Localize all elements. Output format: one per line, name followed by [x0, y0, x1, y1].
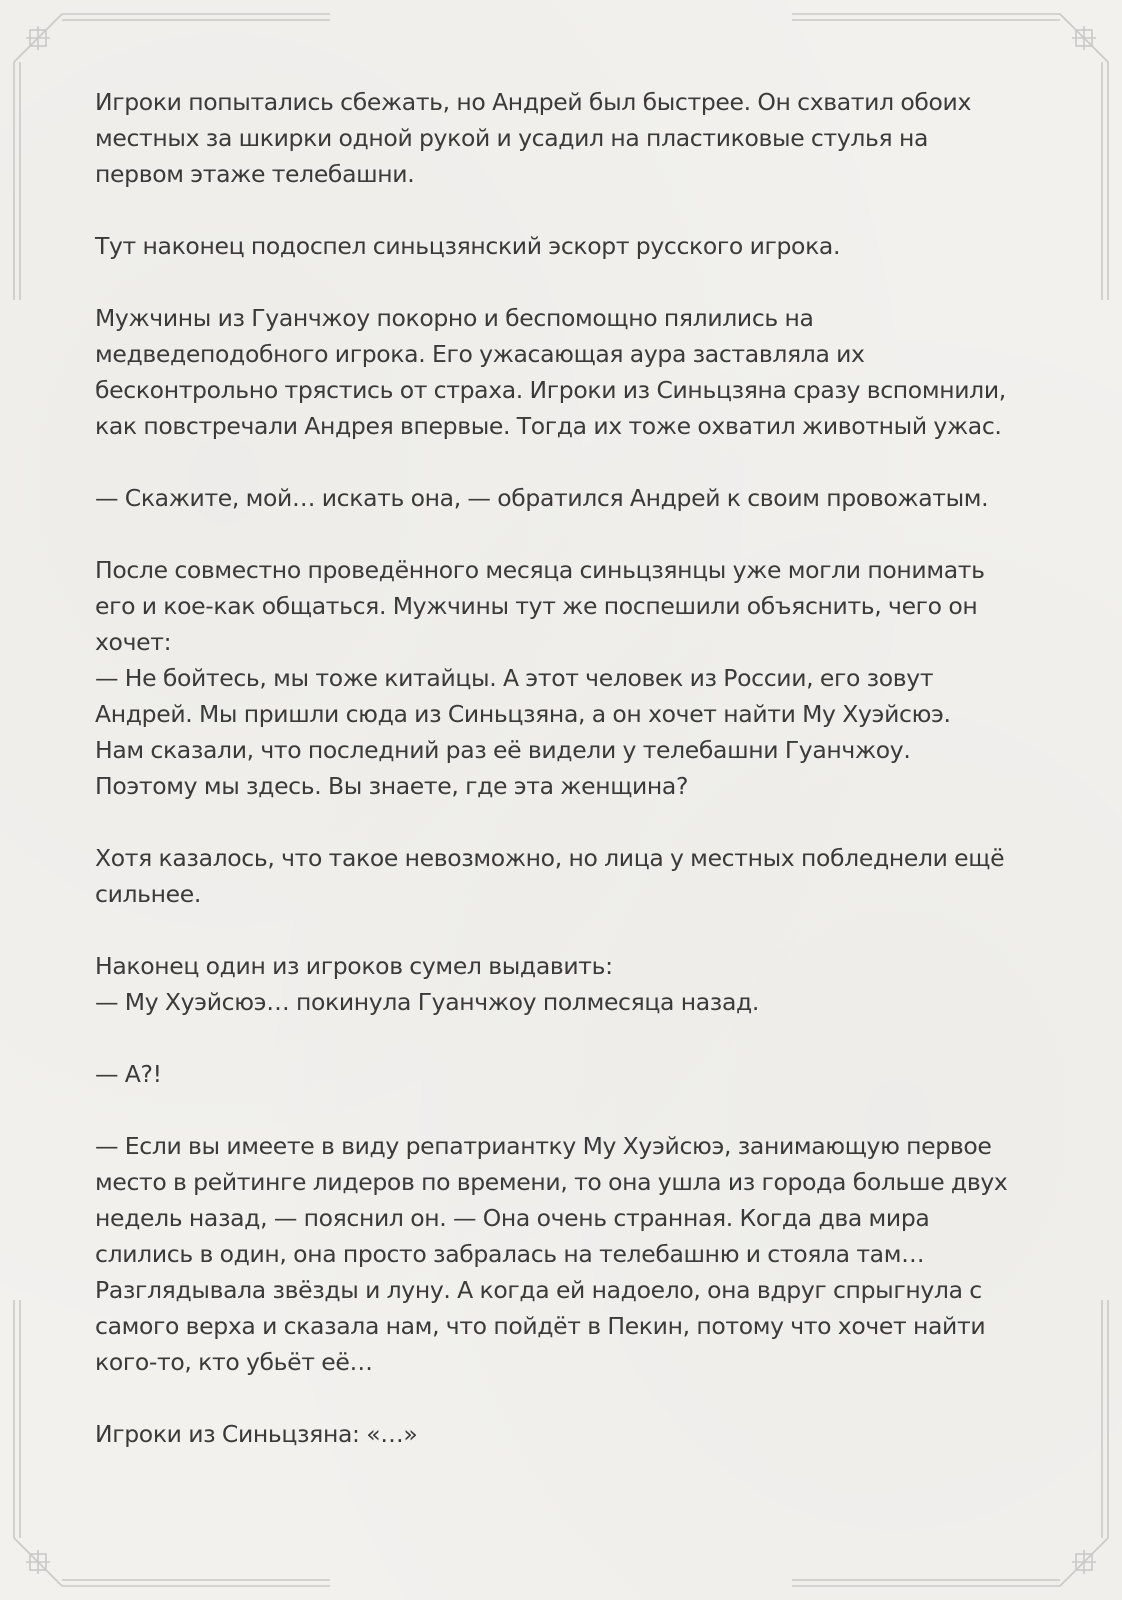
text-line: Разглядывала звёзды и луну. А когда ей надоело, она вдруг спрыгнула с: [95, 1276, 982, 1304]
text-line: — А?!: [95, 1060, 162, 1088]
text-line: самого верха и сказала нам, что пойдёт в Пекин, потому что хочет найти: [95, 1312, 986, 1340]
paragraph-5: [95, 552, 1055, 804]
text-line: Тут наконец подоспел синьцзянский эскорт русского игрока.: [95, 232, 841, 260]
text-line: место в рейтинге лидеров по времени, то она ушла из города больше двух: [95, 1168, 1008, 1196]
paragraph-3: [95, 300, 1055, 444]
text-line: — Если вы имеете в виду репатриантку Му Хуэйсюэ, занимающую первое: [95, 1132, 992, 1160]
text-line: Игроки из Синьцзяна: «…»: [95, 1420, 418, 1448]
text-line: бесконтрольно трястись от страха. Игроки из Синьцзяна сразу вспомнили,: [95, 376, 1006, 404]
text-line: медведеподобного игрока. Его ужасающая аура заставляла их: [95, 340, 865, 368]
text-line: кого-то, кто убьёт её…: [95, 1348, 373, 1376]
paragraph-1: [95, 84, 1055, 192]
text-line: После совместно проведённого месяца синьцзянцы уже могли понимать: [95, 556, 985, 584]
text-line: Андрей. Мы пришли сюда из Синьцзяна, а он хочет найти Му Хуэйсюэ.: [95, 700, 951, 728]
text-line: хочет:: [95, 628, 172, 656]
text-line: его и кое-как общаться. Мужчины тут же поспешили объяснить, чего он: [95, 592, 978, 620]
text-line: — Не бойтесь, мы тоже китайцы. А этот человек из России, его зовут: [95, 664, 934, 692]
text-line: Нам сказали, что последний раз её видели у телебашни Гуанчжоу.: [95, 736, 911, 764]
paragraph-8: [95, 1056, 1055, 1092]
text-line: первом этаже телебашни.: [95, 160, 415, 188]
text-line: недель назад, — пояснил он. — Она очень странная. Когда два мира: [95, 1204, 930, 1232]
paragraph-10: [95, 1416, 1055, 1452]
text-line: сильнее.: [95, 880, 202, 908]
text-line: — Скажите, мой… искать она, — обратился Андрей к своим провожатым.: [95, 484, 989, 512]
text-line: как повстречали Андрея впервые. Тогда их тоже охватил животный ужас.: [95, 412, 1002, 440]
paragraph-6: [95, 840, 1055, 912]
text-line: — Му Хуэйсюэ… покинула Гуанчжоу полмесяца назад.: [95, 988, 760, 1016]
paragraph-7: [95, 948, 1055, 1020]
text-line: Поэтому мы здесь. Вы знаете, где эта женщина?: [95, 772, 689, 800]
text-line: Хотя казалось, что такое невозможно, но лица у местных побледнели ещё: [95, 844, 1005, 872]
text-line: местных за шкирки одной рукой и усадил на пластиковые стулья на: [95, 124, 929, 152]
text-line: Наконец один из игроков сумел выдавить:: [95, 952, 613, 980]
page-body-text: [95, 84, 1055, 1488]
text-line: слились в один, она просто забралась на телебашню и стояла там…: [95, 1240, 925, 1268]
paragraph-4: [95, 480, 1055, 516]
paragraph-2: [95, 228, 1055, 264]
text-line: Игроки попытались сбежать, но Андрей был быстрее. Он схватил обоих: [95, 88, 972, 116]
paragraph-9: [95, 1128, 1055, 1380]
text-line: Мужчины из Гуанчжоу покорно и беспомощно пялились на: [95, 304, 814, 332]
